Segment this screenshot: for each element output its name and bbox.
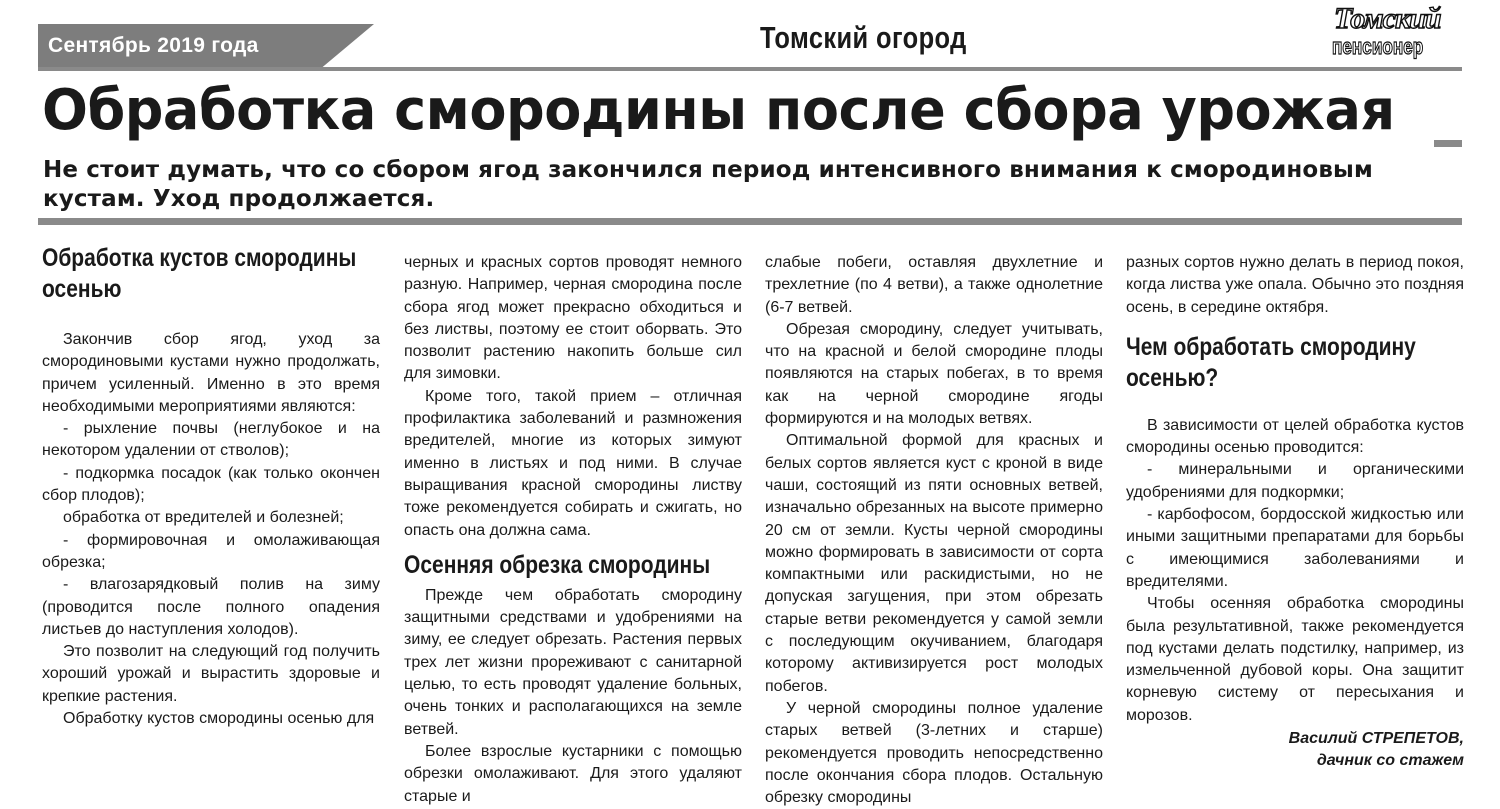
- paragraph: - влагозарядковый полив на зиму (проводится после полного опадения листьев до наступления холодов).: [42, 576, 380, 638]
- paragraph: Кроме того, такой прием – отличная профилактика заболеваний и размножения вредителей, многие из которых зимуют именно в листьях и под ними. В случае выращивания красной смородины листву тоже рекомендуется собирать и сжигать, но опасть она должна сама.: [404, 387, 742, 539]
- paragraph: В зависимости от целей обработка кустов смородины осенью проводится:: [1126, 416, 1464, 457]
- column-4-heading: Чем обработать смородину осенью?: [1126, 332, 1416, 392]
- paragraph: - подкормка посадок (как только окончен сбор плодов);: [42, 464, 380, 505]
- paragraph: Обрезая смородину, следует учитывать, что на красной и белой смородине плоды появляются на старых побегах, в то время как на черной смородине ягоды формируются и на молодых ветвях.: [765, 320, 1103, 428]
- paragraph: черных и красных сортов проводят немного разную. Например, черная смородина после сбора ягод может прекрасно обходиться и без листвы, поэтому ее стоит оборвать. Это позволит растению накопить больше сил для зимовки.: [404, 254, 742, 383]
- column-2: [404, 252, 742, 808]
- author-name: Василий СТРЕПЕТОВ,: [1288, 730, 1464, 748]
- logo-line-2: пенсионер: [1332, 34, 1424, 59]
- lead-rule: [38, 218, 1462, 225]
- paragraph: слабые побеги, оставляя двухлетние и трехлетние (по 4 ветви), а также однолетние (6-7 ветвей.: [765, 254, 1103, 316]
- headline: Обработка смородины после сбора урожая: [42, 78, 1395, 143]
- paragraph: Обработку кустов смородины осенью для: [63, 710, 375, 728]
- column-3: [765, 252, 1103, 809]
- paragraph: Закончив сбор ягод, уход за смородиновыми кустами нужно продолжать, причем усиленный. Именно в это время необходимыми мероприятиями являются:: [42, 331, 380, 415]
- paragraph: - карбофосом, бордосской жидкостью или иными защитными препаратами для борьбы с имеющимися заболеваниями и вредителями.: [1126, 506, 1464, 590]
- paragraph: Чтобы осенняя обработка смородины была результативной, также рекомендуется под кустами делать подстилку, например, из измельченной дубовой коры. Она защитит корневую систему от пересыхания и морозов.: [1126, 595, 1464, 724]
- paragraph: - минеральными и органическими удобрениями для подкормки;: [1126, 461, 1464, 501]
- top-rule: [38, 67, 1462, 71]
- headline-rule: [1434, 140, 1462, 147]
- lead-paragraph: Не стоит думать, что со сбором ягод закончился период интенсивного внимания к смородиновым кустам. Уход продолжается.: [43, 157, 1373, 212]
- paragraph: Это позволит на следующий год получить хороший урожай и вырастить здоровые и крепкие растения.: [42, 643, 380, 705]
- paragraph: Оптимальной формой для красных и белых сортов является куст с кроной в виде чаши, состоящий из пяти основных ветвей, изначально обрезанных на высоте примерно 20 см от земли. Кусты черной смородины можно формировать в зависимости от сорта компактными или раскидистыми, но не допуская загущения, при этом обрезать старые ветви рекомендуется у самой земли с последующим окучиванием, благодаря которому активизируется рост молодых побегов.: [765, 432, 1103, 695]
- logo-line-1: Томский: [1334, 2, 1441, 35]
- paragraph: У черной смородины полное удаление старых ветвей (3-летних и старше) рекомендуется проводить непосредственно после окончания сбора плодов. Остальную обрезку смородины: [765, 699, 1103, 807]
- author-title: дачник со стажем: [1316, 752, 1464, 770]
- column-1: [42, 243, 380, 730]
- paragraph: - формировочная и омолаживающая обрезка;: [42, 531, 380, 571]
- issue-date: Сентябрь 2019 года: [48, 34, 259, 57]
- column-1-heading: Обработка кустов смородины осенью: [42, 244, 357, 303]
- paragraph: разных сортов нужно делать в период покоя, когда листва уже опала. Обычно это поздняя осень, в середине октября.: [1126, 254, 1464, 316]
- paragraph: - рыхление почвы (неглубокое и на некотором удалении от стволов);: [42, 420, 380, 460]
- section-title: Томский огород: [760, 20, 967, 55]
- paragraph: Более взрослые кустарники с помощью обрезки омолаживают. Для этого удаляют старые и: [404, 742, 742, 805]
- column-2-heading: Осенняя обрезка смородины: [404, 550, 711, 579]
- paragraph: Прежде чем обработать смородину защитными средствами и удобрениями на зиму, ее следует обрезать. Растения первых трех лет жизни прореживают с санитарной целью, то есть проводят удаление больных, очень тонких и располагающихся на земле ветвей.: [404, 586, 742, 738]
- newspaper-logo: [1330, 4, 1448, 62]
- paragraph: обработка от вредителей и болезней;: [63, 509, 344, 527]
- column-4: [1126, 252, 1464, 773]
